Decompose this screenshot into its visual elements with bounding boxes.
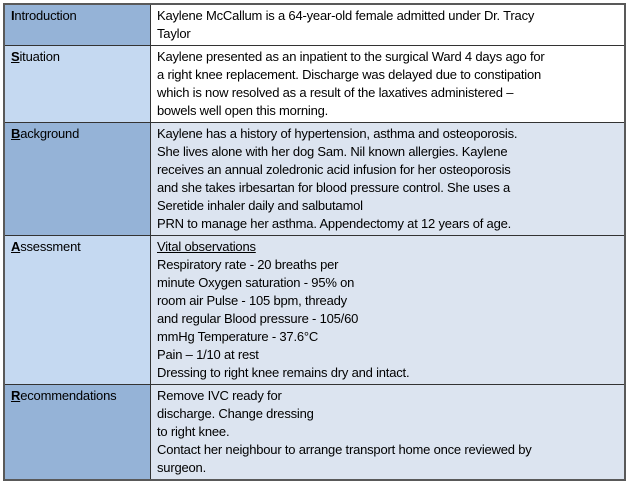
isbar-table-body [4, 4, 625, 480]
content-line: Seretide inhaler daily and salbutamol [157, 198, 363, 213]
table-row-background [4, 123, 625, 236]
content-line: a right knee replacement. Discharge was delayed due to constipation [157, 67, 542, 82]
row-label-initial: A [11, 239, 21, 254]
table-row-introduction [4, 4, 625, 46]
content-line: receives an annual zoledronic acid infusion for her osteoporosis [157, 162, 511, 177]
content-line: Dressing to right knee remains dry and intact. [157, 365, 410, 380]
row-label-cell [4, 4, 151, 46]
row-label-rest: ntroduction [14, 8, 77, 23]
content-line: which is now resolved as a result of the laxatives administered – [157, 85, 514, 100]
content-line: Contact her neighbour to arrange transport home once reviewed by [157, 442, 532, 457]
row-label-rest: ackground [20, 126, 80, 141]
content-line: Remove IVC ready for [157, 388, 282, 403]
row-label-rest: ecommendations [20, 388, 117, 403]
content-line: Kaylene has a history of hypertension, asthma and osteoporosis. [157, 126, 518, 141]
content-line: room air Pulse - 105 bpm, thready [157, 293, 347, 308]
isbar-handover-table [3, 3, 626, 481]
row-label-cell [4, 236, 151, 385]
content-line: Pain – 1/10 at rest [157, 347, 259, 362]
row-label-cell [4, 385, 151, 481]
row-content-cell [151, 123, 626, 236]
content-line: PRN to manage her asthma. Appendectomy at 12 years of age. [157, 216, 512, 231]
content-line: Kaylene presented as an inpatient to the surgical Ward 4 days ago for [157, 49, 545, 64]
row-label-initial: S [11, 49, 20, 64]
row-label-cell [4, 46, 151, 123]
row-label-initial: I [11, 8, 15, 23]
row-label-cell [4, 123, 151, 236]
row-label-rest: ituation [19, 49, 60, 64]
content-line: Taylor [157, 26, 191, 41]
row-content-cell [151, 46, 626, 123]
row-content-cell [151, 236, 626, 385]
content-line: mmHg Temperature - 37.6°C [157, 329, 319, 344]
row-content-cell [151, 4, 626, 46]
content-line: minute Oxygen saturation - 95% on [157, 275, 355, 290]
table-row-recommendations [4, 385, 625, 481]
content-line: and she takes irbesartan for blood pressure control. She uses a [157, 180, 511, 195]
row-label-initial: R [11, 388, 21, 403]
row-label-initial: B [11, 126, 21, 141]
content-line: and regular Blood pressure - 105/60 [157, 311, 359, 326]
content-line: Respiratory rate - 20 breaths per [157, 257, 339, 272]
content-line: bowels well open this morning. [157, 103, 329, 118]
content-line: surgeon. [157, 460, 206, 475]
content-line: to right knee. [157, 424, 230, 439]
table-row-situation [4, 46, 625, 123]
table-row-assessment [4, 236, 625, 385]
row-content-cell [151, 385, 626, 481]
content-line: She lives alone with her dog Sam. Nil known allergies. Kaylene [157, 144, 508, 159]
content-line: Vital observations [157, 239, 256, 254]
content-line: discharge. Change dressing [157, 406, 314, 421]
content-line: Kaylene McCallum is a 64-year-old female admitted under Dr. Tracy [157, 8, 535, 23]
row-label-rest: ssessment [20, 239, 81, 254]
